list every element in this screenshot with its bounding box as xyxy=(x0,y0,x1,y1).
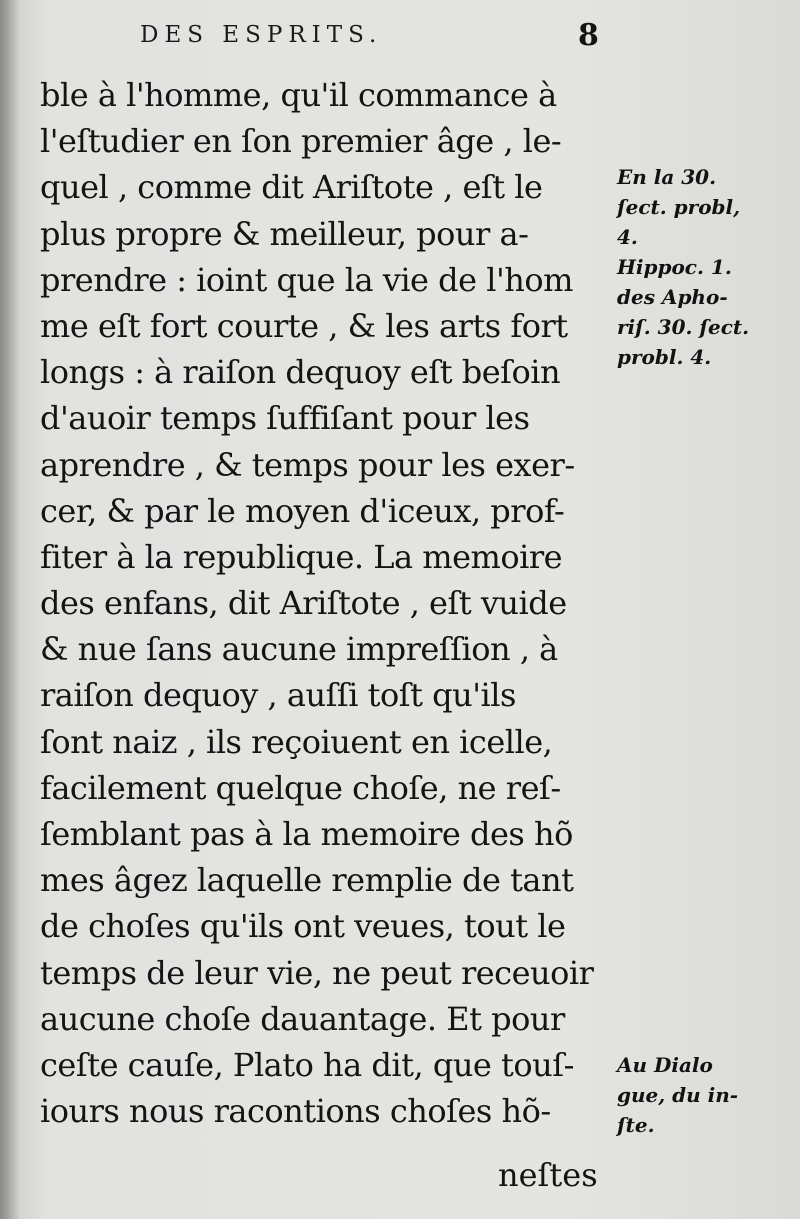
margin-note-references xyxy=(617,162,749,372)
text-line: quel , comme dit Ariſtote , eſt le xyxy=(40,168,543,207)
margin-note-line: des Apho- xyxy=(617,285,728,309)
text-line: cer, & par le moyen d'iceux, prof- xyxy=(40,491,565,530)
text-line: ſemblant pas à la memoire des hõ xyxy=(40,815,573,853)
text-line: & nue ſans aucune impreſſion , à xyxy=(40,630,558,669)
text-line: mes âgez laquelle remplie de tant xyxy=(40,861,574,900)
catchword: neſtes xyxy=(498,1156,598,1194)
main-text-block xyxy=(40,72,612,1134)
text-line: facilement quelque choſe, ne reſ- xyxy=(40,768,561,807)
margin-note-line: ſte. xyxy=(617,1113,655,1137)
text-line: ble à l'homme, qu'il commance à xyxy=(40,76,557,114)
margin-note-line: gue, du in- xyxy=(617,1083,739,1107)
text-line: temps de leur vie, ne peut receuoir xyxy=(40,953,594,992)
text-line: d'auoir temps ſuffiſant pour les xyxy=(40,399,530,438)
text-line: de choſes qu'ils ont veues, tout le xyxy=(40,907,566,946)
text-line: ſont naiz , ils reçoiuent en icelle, xyxy=(40,722,553,761)
margin-note-line: Au Dialo xyxy=(617,1053,713,1077)
text-line: plus propre & meilleur, pour a- xyxy=(40,214,529,253)
text-line: l'eſtudier en ſon premier âge , le- xyxy=(40,122,562,161)
text-line: fiter à la republique. La memoire xyxy=(40,537,563,576)
margin-note-dialogue xyxy=(617,1050,738,1140)
margin-note-line: probl. 4. xyxy=(617,345,712,369)
page-number: 8 xyxy=(578,18,599,53)
margin-note-line: Hippoc. 1. xyxy=(617,255,732,279)
text-line: des enfans, dit Ariſtote , eſt vuide xyxy=(40,584,567,623)
text-line: iours nous racontions choſes hõ- xyxy=(40,1092,551,1131)
text-line: aprendre , & temps pour les exer- xyxy=(40,445,575,484)
text-line: ceſte cauſe, Plato ha dit, que touſ- xyxy=(40,1045,574,1084)
text-line: raiſon dequoy , auſſi toſt qu'ils xyxy=(40,676,516,715)
margin-note-line: 4. xyxy=(617,225,638,249)
text-line: longs : à raiſon dequoy eſt beſoin xyxy=(40,353,561,392)
running-title: DES ESPRITS. xyxy=(140,22,383,48)
text-line: aucune choſe dauantage. Et pour xyxy=(40,999,565,1038)
margin-note-line: ſect. probl, xyxy=(617,195,741,219)
margin-note-line: riſ. 30. ſect. xyxy=(617,315,750,339)
text-line: prendre : ioint que la vie de l'hom xyxy=(40,260,573,299)
margin-note-line: En la 30. xyxy=(617,165,717,189)
text-line: me eſt fort courte , & les arts fort xyxy=(40,306,568,345)
